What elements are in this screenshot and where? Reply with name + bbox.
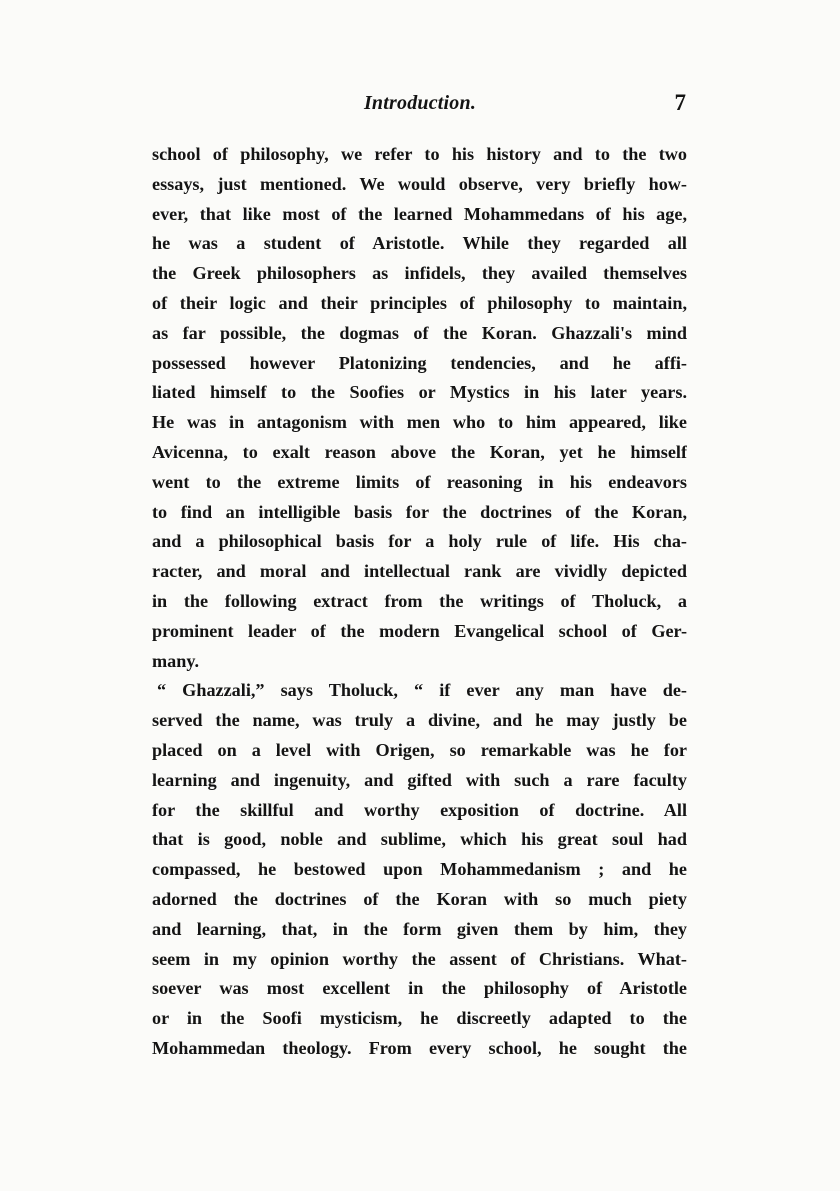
text-line: as far possible, the dogmas of the Koran. Ghazzali's mind [152,322,687,343]
text-line: essays, just mentioned. We would observe, very briefly how- [152,173,687,194]
text-line: liated himself to the Soofies or Mystics in his later years. [152,382,687,403]
text-line: racter, and moral and intellectual rank are vividly depicted [152,561,687,582]
running-title: Introduction. [363,92,477,114]
text-line: “ Ghazzali,” says Tholuck, “ if ever any man have de- [157,680,687,701]
body-text [152,140,687,1064]
text-line: learning and ingenuity, and gifted with such a rare faculty [152,769,687,790]
text-line: he was a student of Aristotle. While they regarded all [152,233,687,254]
text-line: that is good, noble and sublime, which his great soul had [152,829,687,850]
text-line: adorned the doctrines of the Koran with so much piety [152,888,687,909]
text-line: and a philosophical basis for a holy rule of life. His cha- [152,531,687,552]
text-line: soever was most excellent in the philosophy of Aristotle [152,978,687,999]
text-line: possessed however Platonizing tendencies, and he affi- [152,352,687,373]
text-line: Avicenna, to exalt reason above the Koran, yet he himself [152,441,687,462]
text-line: the Greek philosophers as infidels, they availed themselves [152,263,687,284]
text-line: seem in my opinion worthy the assent of Christians. What- [152,948,687,969]
text-line: He was in antagonism with men who to him appeared, like [152,412,687,433]
text-line: or in the Soofi mysticism, he discreetly adapted to the [152,1008,687,1029]
text-line: of their logic and their principles of philosophy to maintain, [152,292,687,313]
page-header [150,92,690,132]
text-line: for the skillful and worthy exposition of doctrine. All [152,799,687,820]
text-line: and learning, that, in the form given them by him, they [152,918,687,939]
text-line: school of philosophy, we refer to his history and to the two [152,144,687,164]
text-line: ever, that like most of the learned Mohammedans of his age, [152,203,687,224]
text-line: compassed, he bestowed upon Mohammedanism ; and he [152,859,687,880]
text-line: placed on a level with Origen, so remarkable was he for [152,739,687,760]
text-line: went to the extreme limits of reasoning in his endeavors [152,471,687,492]
text-line: Mohammedan theology. From every school, he sought the [152,1037,687,1058]
paragraph-end-line: many. [152,650,199,671]
text-line: to find an intelligible basis for the doctrines of the Koran, [152,501,687,522]
text-line: prominent leader of the modern Evangelical school of Ger- [152,620,687,641]
text-line: served the name, was truly a divine, and he may justly be [152,710,687,731]
text-line: in the following extract from the writings of Tholuck, a [152,590,687,611]
page-number: 7 [674,90,686,115]
